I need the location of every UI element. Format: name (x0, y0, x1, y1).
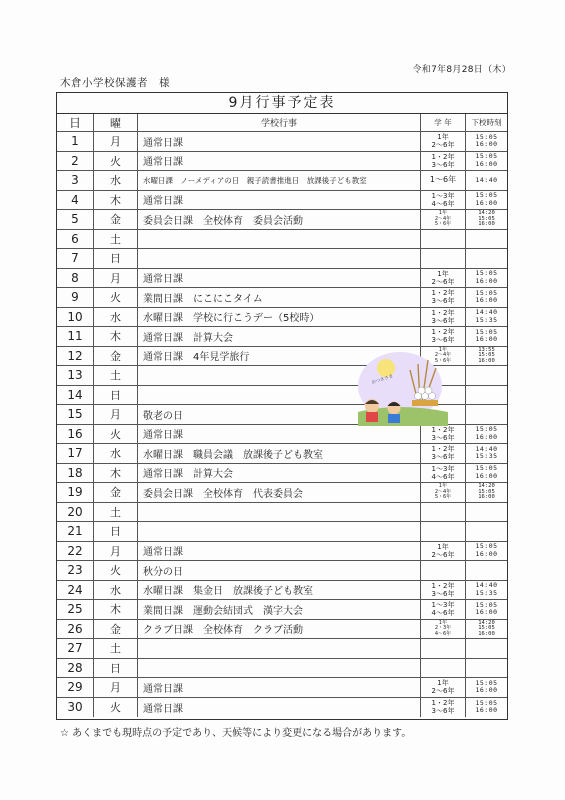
time-text: 15:05 (478, 352, 495, 358)
day-cell: 3 (57, 171, 94, 190)
grade-text: 3～6年 (431, 433, 455, 442)
grade-text: 3～6年 (431, 707, 455, 716)
weekday-cell: 土 (94, 503, 138, 522)
time-text: 14:20 (478, 619, 495, 626)
table-row (57, 464, 507, 484)
time-text: 16:00 (475, 686, 498, 695)
time-text: 14:20 (478, 483, 495, 489)
dismissal-time-cell (466, 678, 507, 697)
table-row (57, 522, 507, 542)
weekday-cell: 日 (94, 386, 138, 405)
weekday-cell: 土 (94, 366, 138, 385)
time-text: 15:05 (475, 678, 498, 687)
grade-text: 5・6年 (434, 357, 452, 364)
document-date: 令和7年8月28日（木） (412, 65, 511, 75)
dismissal-time-cell (466, 152, 507, 171)
table-row (57, 132, 507, 152)
grade-cell (421, 698, 466, 718)
grade-text: 1～3年 (431, 191, 455, 200)
weekday-cell: 日 (94, 249, 138, 268)
time-text: 15:35 (475, 588, 498, 597)
event-cell: 委員会日課 全校体育 代表委員会 (138, 483, 421, 502)
event-cell: 水曜日課 学校に行こうデー（5校時） (138, 308, 421, 327)
event-cell: 通常日課 (138, 542, 421, 561)
day-cell: 23 (57, 561, 94, 580)
event-cell: 通常日課 計算大会 (138, 327, 421, 346)
time-text: 16:00 (475, 140, 498, 149)
dismissal-time-cell (466, 600, 507, 619)
grade-text: 2～6年 (431, 141, 455, 150)
dismissal-time-cell (466, 132, 507, 151)
dismissal-time-cell (466, 483, 507, 502)
day-cell: 13 (57, 366, 94, 385)
time-text: 16:00 (475, 276, 498, 285)
event-cell (138, 659, 421, 678)
time-text: 14:40 (475, 581, 498, 590)
grade-cell (421, 639, 466, 658)
grade-cell (421, 659, 466, 678)
time-text: 16:00 (475, 159, 498, 168)
grade-cell (421, 542, 466, 561)
time-text: 15:05 (475, 269, 498, 278)
day-cell: 7 (57, 249, 94, 268)
table-row (57, 210, 507, 230)
grade-text: 3～6年 (431, 316, 455, 325)
time-text: 16:00 (475, 296, 498, 305)
grade-text: 1・2年 (431, 308, 455, 317)
time-text: 15:05 (478, 215, 495, 222)
grade-text: 2～6年 (431, 550, 455, 559)
day-cell: 6 (57, 230, 94, 249)
table-row (57, 503, 507, 523)
time-text: 16:00 (478, 630, 495, 637)
table-row (57, 444, 507, 464)
grade-cell (421, 425, 466, 444)
grade-text: 2～6年 (431, 687, 455, 696)
event-cell: クラブ日課 全校体育 クラブ活動 (138, 620, 421, 639)
day-cell: 30 (57, 698, 94, 718)
day-cell: 22 (57, 542, 94, 561)
event-cell: 通常日課 4年見学旅行 (138, 347, 421, 366)
grade-text: 3～6年 (431, 160, 455, 169)
event-cell: 水曜日課 集金日 放課後子ども教室 (138, 581, 421, 600)
grade-cell (421, 600, 466, 619)
grade-text: 4～6年 (431, 609, 455, 618)
grade-cell (421, 464, 466, 483)
grade-text: 1年 (438, 210, 448, 216)
grade-text: 1年 (437, 269, 449, 278)
footnote: ☆ あくまでも現時点の予定であり、天候等により変更になる場合があります。 (60, 728, 412, 739)
time-text: 16:00 (478, 357, 495, 364)
time-text: 16:00 (475, 335, 498, 344)
grade-cell (421, 249, 466, 268)
weekday-cell: 水 (94, 581, 138, 600)
grade-cell (421, 444, 466, 463)
grade-text: 1～3年 (431, 601, 455, 610)
dismissal-time-cell (466, 425, 507, 444)
grade-text: 1・2年 (431, 699, 455, 708)
weekday-cell: 日 (94, 659, 138, 678)
weekday-cell: 火 (94, 425, 138, 444)
event-cell: 委員会日課 全校体育 委員会活動 (138, 210, 421, 229)
grade-cell (421, 308, 466, 327)
weekday-cell: 火 (94, 561, 138, 580)
weekday-cell: 月 (94, 678, 138, 697)
grade-cell (421, 678, 466, 697)
table-row (57, 249, 507, 269)
day-cell: 18 (57, 464, 94, 483)
time-text: 16:00 (478, 221, 495, 227)
grade-text: 2～6年 (431, 277, 455, 286)
grade-text: 1年 (438, 619, 448, 626)
header-time: 下校時刻 (471, 117, 502, 127)
grade-text: 1～6年 (429, 175, 457, 185)
grade-text: 5・6年 (434, 494, 452, 500)
day-cell: 1 (57, 132, 94, 151)
header-grade: 学 年 (421, 114, 466, 131)
table-row (57, 327, 507, 347)
event-cell (138, 230, 421, 249)
event-cell: 通常日課 (138, 132, 421, 151)
time-text: 15:05 (475, 132, 498, 141)
time-text: 15:05 (475, 542, 498, 551)
time-text: 14:20 (478, 210, 495, 216)
day-cell: 17 (57, 444, 94, 463)
weekday-cell: 火 (94, 288, 138, 307)
time-text: 13:55 (478, 346, 495, 353)
table-row (57, 230, 507, 250)
time-text: 16:00 (475, 471, 498, 480)
day-cell: 5 (57, 210, 94, 229)
time-text: 15:05 (475, 152, 498, 161)
table-row (57, 620, 507, 640)
table-row (57, 483, 507, 503)
day-cell: 15 (57, 405, 94, 424)
dismissal-time-cell (466, 327, 507, 346)
time-text: 16:00 (475, 198, 498, 207)
tsukimi-illustration (358, 346, 448, 426)
grade-text: 2～4年 (434, 352, 452, 358)
weekday-cell: 火 (94, 152, 138, 171)
day-cell: 21 (57, 522, 94, 541)
weekday-cell: 木 (94, 327, 138, 346)
event-cell: 通常日課 (138, 191, 421, 210)
weekday-cell: 火 (94, 698, 138, 718)
grade-text: 1年 (438, 483, 448, 489)
grade-text: 1・2年 (431, 581, 455, 590)
grade-cell (421, 191, 466, 210)
header-weekday: 曜 (94, 114, 138, 131)
time-text: 16:00 (475, 432, 498, 441)
day-cell: 14 (57, 386, 94, 405)
dango-icon (418, 387, 425, 394)
illustration-bubble-text: おつきさま (371, 374, 394, 386)
time-text: 15:35 (475, 315, 498, 324)
recipient: 木倉小学校保護者 様 (60, 77, 170, 89)
day-cell: 4 (57, 191, 94, 210)
time-text: 15:05 (475, 464, 498, 473)
table-row (57, 542, 507, 562)
grade-text: 2～4年 (434, 215, 452, 222)
weekday-cell: 土 (94, 230, 138, 249)
table-row (57, 600, 507, 620)
table-row (57, 152, 507, 172)
event-cell: 業間日課 にこにこタイム (138, 288, 421, 307)
dismissal-time-cell (466, 210, 507, 229)
time-text: 15:05 (475, 327, 498, 336)
weekday-cell: 金 (94, 347, 138, 366)
grade-cell (421, 503, 466, 522)
day-cell: 20 (57, 503, 94, 522)
dismissal-time-cell (466, 171, 507, 190)
weekday-cell: 月 (94, 132, 138, 151)
event-cell (138, 503, 421, 522)
day-cell: 24 (57, 581, 94, 600)
time-text: 14:40 (475, 444, 498, 453)
weekday-cell: 金 (94, 210, 138, 229)
table-row (57, 191, 507, 211)
day-cell: 26 (57, 620, 94, 639)
table-row (57, 425, 507, 445)
grade-cell (421, 581, 466, 600)
grade-text: 1～3年 (431, 464, 455, 473)
grade-cell (421, 210, 466, 229)
grade-cell (421, 152, 466, 171)
header-day: 日 (57, 114, 94, 131)
event-cell: 通常日課 (138, 152, 421, 171)
event-cell: 通常日課 (138, 678, 421, 697)
weekday-cell: 金 (94, 483, 138, 502)
day-cell: 29 (57, 678, 94, 697)
dismissal-time-cell (466, 659, 507, 678)
day-cell: 12 (57, 347, 94, 366)
weekday-cell: 月 (94, 542, 138, 561)
dismissal-time-cell (466, 620, 507, 639)
grade-cell (421, 620, 466, 639)
time-text: 15:05 (475, 698, 498, 707)
grade-text: 1・2年 (431, 328, 455, 337)
weekday-cell: 水 (94, 171, 138, 190)
weekday-cell: 木 (94, 191, 138, 210)
dismissal-time-cell (466, 561, 507, 580)
table-row (57, 308, 507, 328)
day-cell: 8 (57, 269, 94, 288)
time-text: 16:00 (478, 494, 495, 500)
table-row (57, 288, 507, 308)
dismissal-time-cell (466, 386, 507, 405)
weekday-cell: 月 (94, 269, 138, 288)
grade-text: 1年 (438, 346, 448, 353)
event-cell: 通常日課 (138, 269, 421, 288)
grade-cell (421, 327, 466, 346)
event-cell (138, 639, 421, 658)
day-cell: 16 (57, 425, 94, 444)
grade-text: 3～6年 (431, 453, 455, 462)
grade-text: 1年 (437, 679, 449, 688)
event-cell: 通常日課 (138, 698, 421, 718)
time-text: 15:05 (475, 288, 498, 297)
weekday-cell: 日 (94, 522, 138, 541)
time-text: 14:40 (475, 175, 498, 184)
table-row (57, 698, 507, 718)
grade-text: 2～4年 (434, 488, 452, 495)
time-text: 15:05 (475, 425, 498, 434)
dismissal-time-cell (466, 698, 507, 718)
weekday-cell: 木 (94, 600, 138, 619)
dango-stand-icon (412, 400, 438, 406)
table-row (57, 171, 507, 191)
table-row (57, 639, 507, 659)
grade-text: 1・2年 (431, 445, 455, 454)
time-text: 15:05 (475, 191, 498, 200)
day-cell: 10 (57, 308, 94, 327)
event-cell: 敬老の日 (138, 405, 421, 424)
table-row (57, 678, 507, 698)
grade-cell (421, 483, 466, 502)
grade-text: 1・2年 (431, 289, 455, 298)
grade-text: 4～6年 (431, 199, 455, 208)
weekday-cell: 木 (94, 464, 138, 483)
weekday-cell: 土 (94, 639, 138, 658)
dismissal-time-cell (466, 249, 507, 268)
time-text: 16:00 (475, 608, 498, 617)
grade-cell (421, 561, 466, 580)
grade-text: 1年 (437, 542, 449, 551)
grade-text: 3～6年 (431, 297, 455, 306)
day-cell: 2 (57, 152, 94, 171)
table-row (57, 659, 507, 679)
table-row (57, 269, 507, 289)
grade-text: 1年 (437, 133, 449, 142)
event-cell (138, 522, 421, 541)
dismissal-time-cell (466, 347, 507, 366)
table-header (57, 114, 507, 132)
dismissal-time-cell (466, 366, 507, 385)
grade-text: 3～6年 (431, 336, 455, 345)
grade-text: 1・2年 (431, 425, 455, 434)
dismissal-time-cell (466, 230, 507, 249)
time-text: 15:35 (475, 452, 498, 461)
time-text: 15:05 (478, 625, 495, 631)
dismissal-time-cell (466, 191, 507, 210)
grade-text: 4～6年 (434, 630, 452, 637)
table-row (57, 561, 507, 581)
dismissal-time-cell (466, 581, 507, 600)
grade-cell (421, 288, 466, 307)
event-cell: 水曜日課 職員会議 放課後子ども教室 (138, 444, 421, 463)
weekday-cell: 金 (94, 620, 138, 639)
grade-cell (421, 132, 466, 151)
dismissal-time-cell (466, 503, 507, 522)
dismissal-time-cell (466, 308, 507, 327)
grade-cell (421, 230, 466, 249)
day-cell: 11 (57, 327, 94, 346)
time-text: 16:00 (475, 549, 498, 558)
dango-icon (425, 387, 432, 394)
day-cell: 27 (57, 639, 94, 658)
event-cell: 水曜日課 ノーメディアの日 親子読書推進日 放課後子ども教室 (138, 171, 421, 190)
dismissal-time-cell (466, 542, 507, 561)
day-cell: 19 (57, 483, 94, 502)
grade-text: 2・3年 (434, 625, 452, 631)
day-cell: 25 (57, 600, 94, 619)
event-cell: 業間日課 運動会結団式 漢字大会 (138, 600, 421, 619)
event-cell: 通常日課 計算大会 (138, 464, 421, 483)
grade-text: 5・6年 (434, 221, 452, 227)
dismissal-time-cell (466, 405, 507, 424)
grade-text: 3～6年 (431, 589, 455, 598)
event-cell: 通常日課 (138, 425, 421, 444)
grade-cell (421, 522, 466, 541)
dismissal-time-cell (466, 464, 507, 483)
time-text: 15:05 (478, 488, 495, 495)
weekday-cell: 水 (94, 308, 138, 327)
dismissal-time-cell (466, 522, 507, 541)
event-cell (138, 249, 421, 268)
grade-cell (421, 171, 466, 190)
day-cell: 9 (57, 288, 94, 307)
time-text: 14:40 (475, 308, 498, 317)
header-event: 学校行事 (138, 114, 421, 131)
event-cell: 秋分の日 (138, 561, 421, 580)
grade-cell (421, 269, 466, 288)
time-text: 15:05 (475, 600, 498, 609)
weekday-cell: 月 (94, 405, 138, 424)
dismissal-time-cell (466, 269, 507, 288)
grade-text: 1・2年 (431, 152, 455, 161)
dismissal-time-cell (466, 288, 507, 307)
grade-text: 4～6年 (431, 472, 455, 481)
table-row (57, 581, 507, 601)
table-title: 9月行事予定表 (57, 93, 507, 114)
dismissal-time-cell (466, 639, 507, 658)
time-text: 16:00 (475, 706, 498, 715)
weekday-cell: 水 (94, 444, 138, 463)
dismissal-time-cell (466, 444, 507, 463)
day-cell: 28 (57, 659, 94, 678)
